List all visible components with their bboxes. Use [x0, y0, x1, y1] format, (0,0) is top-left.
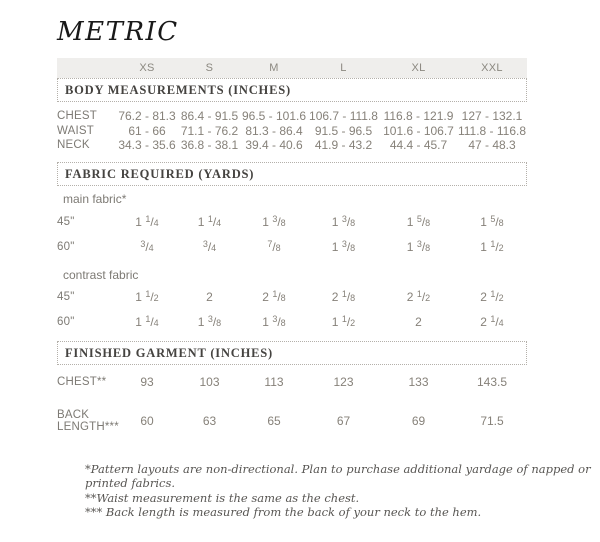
yardage-value: $^3$/4 — [140, 239, 154, 254]
section-heading-fabric-required: FABRIC REQUIRED (YARDS) — [57, 162, 527, 186]
measurement-value: 47 - 48.3 — [468, 138, 516, 153]
row-label: WAIST — [57, 124, 94, 137]
footnotes — [85, 462, 600, 520]
table-row-main-fabric-45 — [57, 215, 527, 230]
measurement-value: 34.3 - 35.6 — [118, 138, 176, 153]
column-header-l: L — [340, 62, 347, 74]
yardage-value: 1 $^3$/8 — [197, 314, 222, 329]
row-label: NECK — [57, 139, 90, 152]
measurement-value: 127 - 132.1 — [461, 109, 523, 124]
yardage-value: 1 $^3$/8 — [406, 239, 431, 254]
row-label: 45" — [57, 216, 75, 228]
yardage-value: 1 $^1$/2 — [135, 289, 159, 304]
finished-value: 69 — [411, 413, 426, 428]
measurement-value: 61 - 66 — [128, 123, 166, 138]
row-label: 45" — [57, 291, 75, 303]
measurement-value: 76.2 - 81.3 — [118, 109, 176, 124]
section-heading-finished-garment: FINISHED GARMENT (INCHES) — [57, 341, 527, 365]
measurement-value: 106.7 - 111.8 — [309, 109, 378, 124]
finished-value: 67 — [336, 413, 351, 428]
yardage-value: 1 $^1$/4 — [135, 214, 159, 229]
footnote-pattern-layouts: *Pattern layouts are non-directional. Plan to purchase additional yardage of napped or printed fabrics. — [85, 461, 591, 490]
yardage-value: 1 $^3$/8 — [331, 214, 356, 229]
yardage-value: 2 $^1$/2 — [480, 289, 504, 304]
yardage-value: 1 $^5$/8 — [406, 214, 431, 229]
column-header-xs: XS — [139, 62, 155, 74]
row-label: CHEST** — [57, 375, 107, 388]
yardage-value: 1 $^1$/4 — [197, 214, 222, 229]
footnote-back-length: *** Back length is measured from the back of your neck to the hem. — [85, 505, 482, 519]
finished-value: 123 — [333, 374, 354, 389]
measurement-value: 36.8 - 38.1 — [180, 138, 239, 153]
row-label: BACK LENGTH*** — [57, 408, 119, 433]
yardage-value: 1 $^3$/8 — [262, 314, 286, 329]
measurement-value: 86.4 - 91.5 — [180, 109, 239, 124]
finished-value: 113 — [264, 374, 284, 389]
body-measurements-rows — [57, 109, 527, 153]
measurement-value: 39.4 - 40.6 — [245, 138, 303, 153]
table-row-contrast-fabric-60 — [57, 315, 527, 330]
measurement-value: 91.5 - 96.5 — [314, 123, 373, 138]
yardage-value: 2 $^1$/8 — [331, 289, 356, 304]
yardage-value: 2 $^1$/2 — [406, 289, 431, 304]
measurement-value: 96.5 - 101.6 — [241, 109, 307, 124]
finished-value: 103 — [199, 374, 220, 389]
measurement-value: 81.3 - 86.4 — [245, 123, 303, 138]
measurement-value: 44.4 - 45.7 — [389, 138, 448, 153]
size-table — [57, 58, 527, 436]
column-header-xl: XL — [411, 62, 426, 74]
measurement-value: 101.6 - 106.7 — [383, 123, 454, 138]
column-header-m: M — [269, 62, 279, 74]
finished-value: 65 — [267, 413, 281, 428]
finished-value: 133 — [408, 374, 429, 389]
finished-value: 93 — [140, 374, 154, 389]
finished-value: 63 — [202, 413, 217, 428]
table-row-waist — [57, 124, 527, 139]
measurement-value: 116.8 - 121.9 — [383, 109, 454, 124]
table-row-contrast-fabric-45 — [57, 290, 527, 305]
section-heading-body-measurements: BODY MEASUREMENTS (INCHES) — [57, 78, 527, 102]
column-header-s: S — [205, 62, 214, 74]
measurement-value: 41.9 - 43.2 — [314, 138, 373, 153]
row-label: 60" — [57, 241, 75, 253]
yardage-value: 2 $^1$/4 — [480, 314, 504, 329]
row-label: CHEST — [57, 110, 97, 123]
finished-value: 71.5 — [480, 413, 504, 428]
yardage-value: 2 — [206, 290, 213, 304]
size-header-row — [57, 58, 527, 78]
table-row-main-fabric-60 — [57, 240, 527, 255]
yardage-value: 1 $^1$/2 — [331, 314, 356, 329]
table-row-finished-chest — [57, 374, 527, 390]
yardage-value: 1 $^5$/8 — [480, 214, 504, 229]
yardage-value: 1 $^1$/2 — [480, 239, 504, 254]
table-row-neck — [57, 138, 527, 153]
yardage-value: 1 $^3$/8 — [331, 239, 356, 254]
column-header-xxl: XXL — [481, 62, 503, 74]
page-title: METRIC — [57, 17, 179, 47]
yardage-value: $^7$/8 — [267, 239, 281, 254]
measurement-value: 71.1 - 76.2 — [180, 123, 239, 138]
footnote-waist: **Waist measurement is the same as the chest. — [85, 490, 360, 505]
yardage-value: 1 $^3$/8 — [262, 214, 286, 229]
table-row-chest — [57, 109, 527, 124]
yardage-value: 1 $^1$/4 — [135, 314, 159, 329]
yardage-value: 2 — [415, 315, 422, 329]
yardage-value: $^3$/4 — [202, 239, 217, 254]
yardage-value: 2 $^1$/8 — [262, 289, 286, 304]
finished-value: 143.5 — [476, 374, 508, 389]
table-row-finished-back-length — [57, 406, 527, 436]
finished-value: 60 — [140, 413, 154, 428]
measurement-value: 111.8 - 116.8 — [457, 123, 527, 138]
contrast-fabric-label: contrast fabric — [63, 267, 139, 282]
row-label: 60" — [57, 316, 75, 328]
main-fabric-label: main fabric* — [63, 191, 127, 206]
